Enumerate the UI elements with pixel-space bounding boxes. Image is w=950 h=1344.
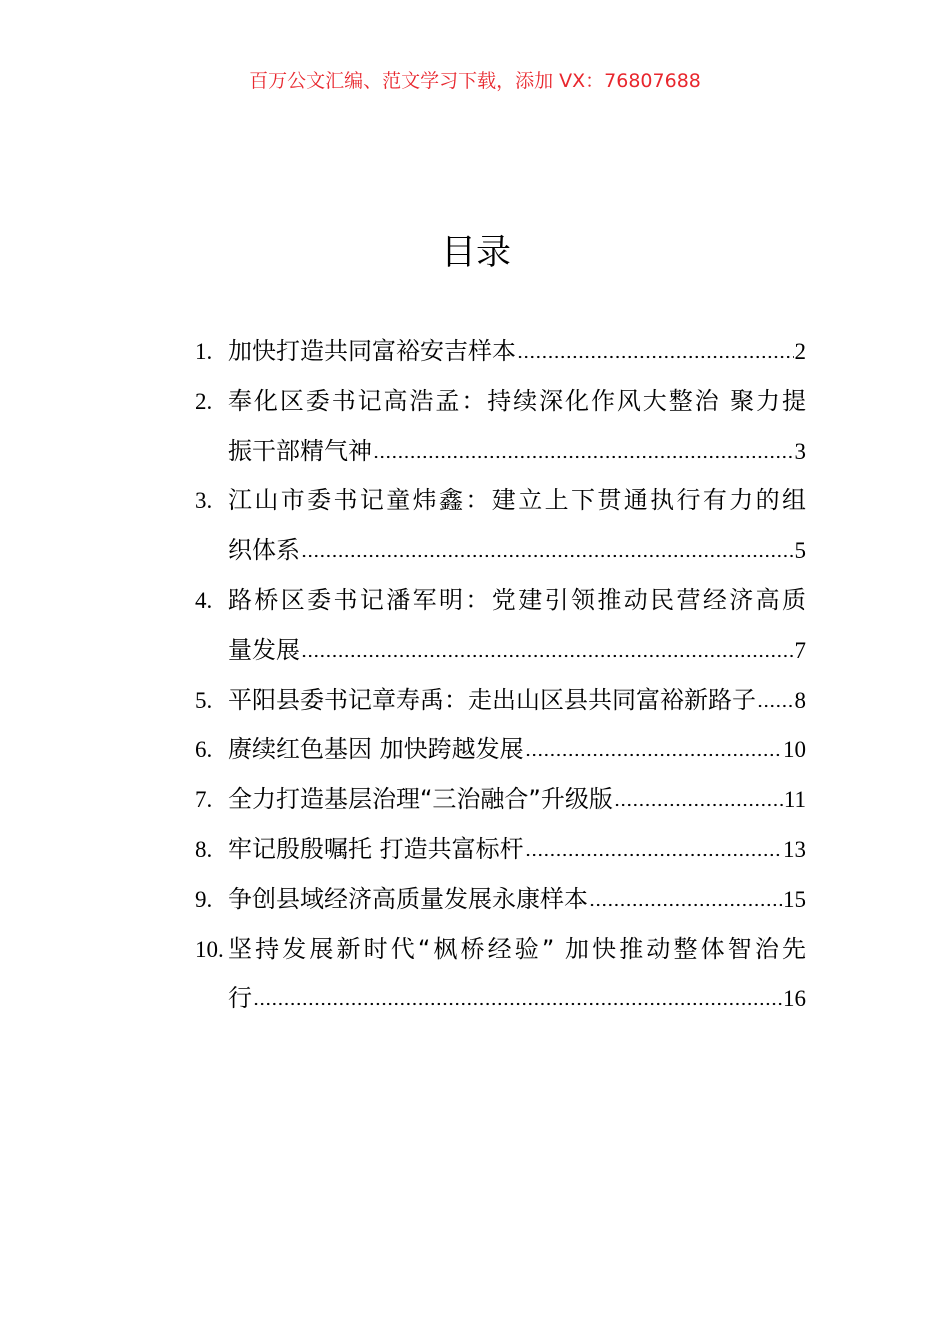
toc-entry[interactable] [195,925,806,1025]
toc-title[interactable]: 赓续红色基因 加快跨越发展 [228,735,524,764]
toc-line [195,427,806,477]
leader-dots [525,753,782,757]
page-title: 目录 [440,233,511,273]
toc-page-number: 10 [783,737,806,763]
toc-number: 10. [195,936,224,962]
leader-dots [614,803,783,807]
toc-page-number: 8 [794,687,806,713]
leader-dots [525,853,782,857]
toc-line [195,725,806,775]
toc-title[interactable]: 量发展 [228,635,300,664]
toc-number: 5. [195,687,213,713]
toc-line [195,526,806,576]
toc-title[interactable]: 牢记殷殷嘱托 打造共富标杆 [228,834,524,863]
toc-number: 8. [195,836,213,862]
toc-line [195,327,806,377]
toc-number: 6. [195,737,213,763]
toc-page-number: 16 [783,986,806,1012]
toc-entry[interactable] [195,327,806,377]
leader-dots [253,1002,782,1006]
toc-line [195,825,806,875]
toc-entry[interactable] [195,825,806,875]
leader-dots [589,903,782,907]
watermark-header: 百万公文汇编、范文学习下载，添加 VX：76807688 [249,70,701,92]
leader-dots [301,654,794,658]
leader-dots [301,554,794,558]
toc-entry[interactable] [195,875,806,925]
toc-title[interactable]: 平阳县委书记章寿禹：走出山区县共同富裕新路子 [228,685,756,714]
leader-dots [373,455,794,459]
toc-line [195,576,806,626]
leader-dots [757,704,794,708]
toc-line [195,875,806,925]
toc-entry[interactable] [195,377,806,477]
toc-entry[interactable] [195,676,806,726]
toc-number: 2. [195,388,213,414]
leader-dots [517,355,794,359]
toc-number: 9. [195,886,213,912]
toc-page-number: 15 [783,886,806,912]
toc-line [195,476,806,526]
toc-number: 4. [195,587,213,613]
toc-title[interactable]: 全力打造基层治理“三治融合”升级版 [228,785,613,814]
toc-title[interactable]: 路桥区委书记潘军明：党建引领推动民营经济高质 [228,585,806,614]
toc-number: 1. [195,339,213,364]
toc-page-number: 7 [794,637,806,663]
table-of-contents [195,327,806,1024]
toc-page-number: 11 [783,787,806,813]
toc-page-number: 13 [783,836,806,862]
toc-number: 7. [195,787,213,813]
toc-page-number: 2 [794,339,806,364]
toc-entry[interactable] [195,725,806,775]
toc-number: 3. [195,488,213,514]
toc-page-number: 5 [794,538,806,564]
toc-title[interactable]: 争创县域经济高质量发展永康样本 [228,884,588,913]
toc-line [195,974,806,1024]
toc-entry[interactable] [195,476,806,576]
toc-title[interactable]: 振干部精气神 [228,436,372,465]
toc-line [195,925,806,975]
toc-line [195,676,806,726]
toc-line [195,377,806,427]
toc-title[interactable]: 奉化区委书记高浩孟：持续深化作风大整治 聚力提 [228,386,806,415]
toc-title[interactable]: 织体系 [228,536,300,565]
toc-entry[interactable] [195,576,806,676]
toc-title[interactable]: 坚持发展新时代“枫桥经验” 加快推动整体智治先 [228,934,806,963]
toc-title[interactable]: 江山市委书记童炜鑫：建立上下贯通执行有力的组 [228,486,806,515]
toc-title[interactable]: 加快打造共同富裕安吉样本 [228,337,516,365]
toc-entry[interactable] [195,775,806,825]
toc-line [195,626,806,676]
toc-title[interactable]: 行 [228,984,252,1013]
toc-line [195,775,806,825]
toc-page-number: 3 [794,438,806,464]
